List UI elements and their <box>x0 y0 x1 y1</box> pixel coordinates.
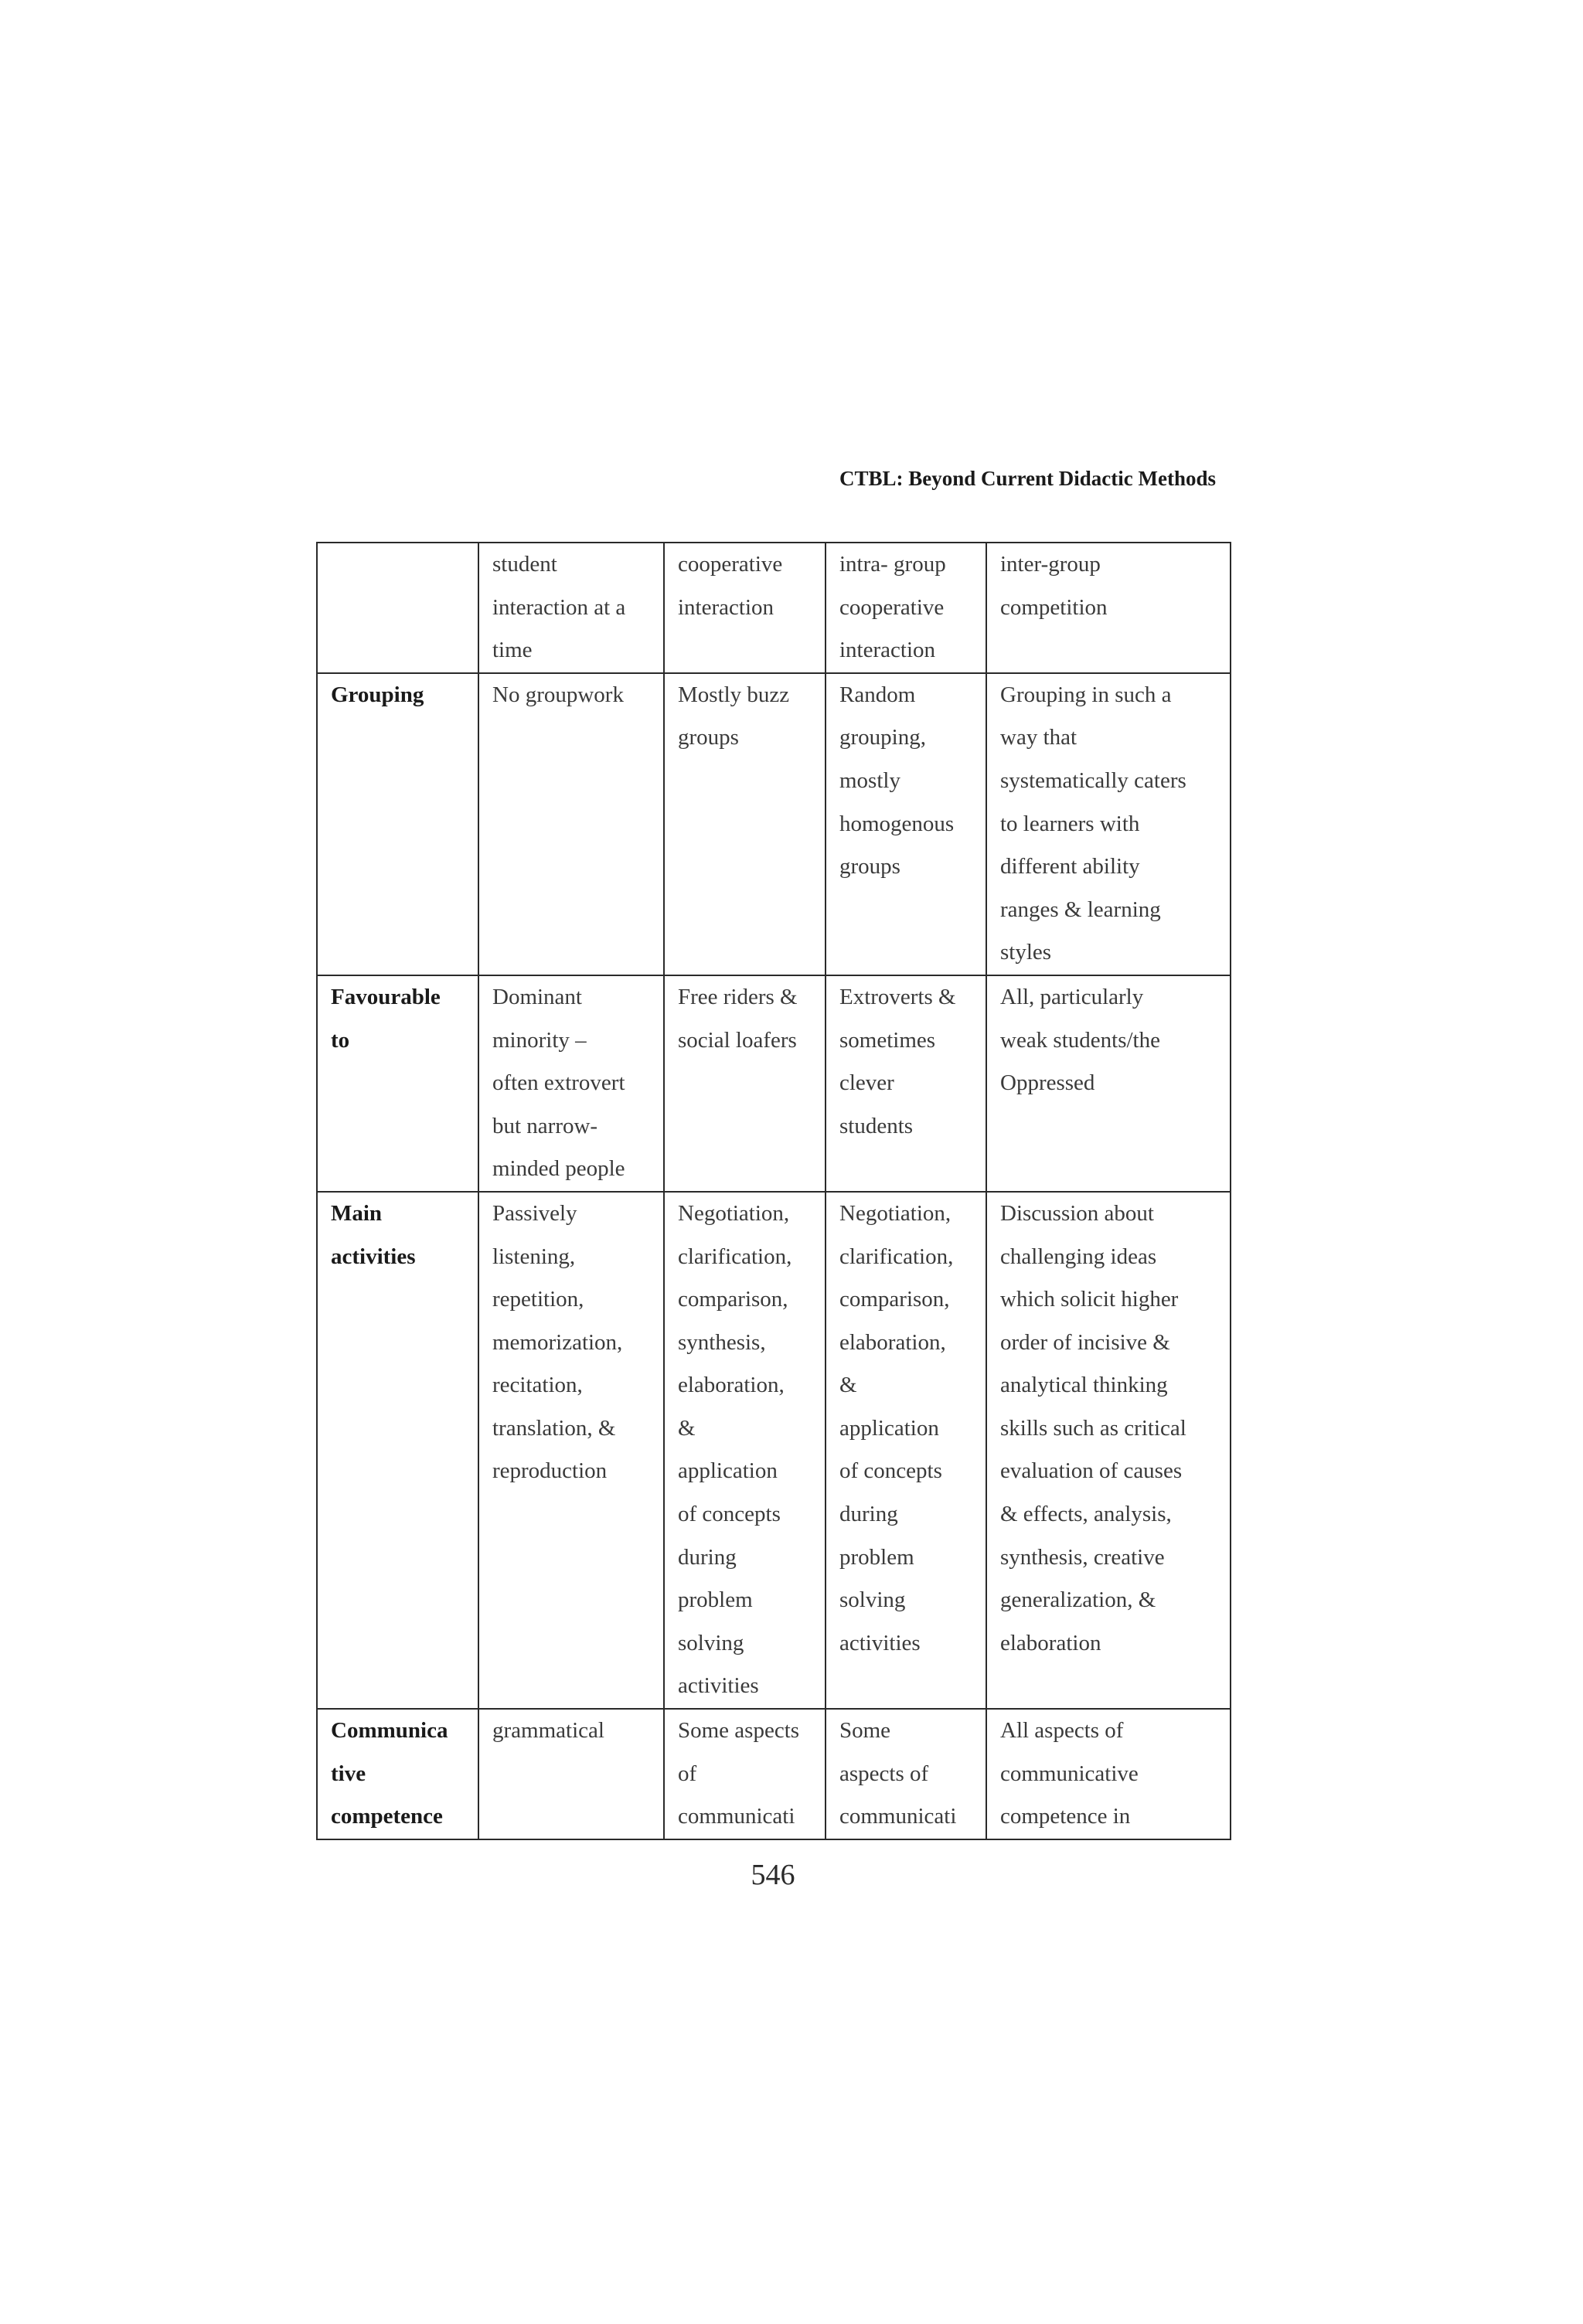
cell-line: Discussion about <box>1000 1200 1154 1226</box>
cell-line: way that <box>1000 725 1077 750</box>
cell-line: elaboration, <box>839 1329 946 1355</box>
cell-line: solving <box>678 1630 744 1655</box>
cell-line: interaction <box>678 594 774 620</box>
cell-line: time <box>492 638 533 663</box>
cell-line: aspects of <box>839 1761 929 1786</box>
table-cell <box>478 1192 664 1709</box>
cell-line: challenging ideas <box>1000 1244 1157 1269</box>
cell-line: Negotiation, <box>678 1200 790 1226</box>
cell-line: All aspects of <box>1000 1718 1124 1744</box>
table-cell <box>664 673 826 975</box>
cell-line: communicative <box>1000 1761 1139 1786</box>
cell-line: Some <box>839 1718 891 1744</box>
table-cell <box>664 975 826 1192</box>
cell-line: comparison, <box>678 1287 788 1312</box>
cell-line: analytical thinking <box>1000 1373 1168 1398</box>
table-cell <box>478 1709 664 1839</box>
cell-line: sometimes <box>839 1027 936 1053</box>
cell-line: recitation, <box>492 1373 583 1398</box>
cell-line: activities <box>839 1630 921 1655</box>
cell-line: order of incisive & <box>1000 1329 1170 1355</box>
cell-line: Grouping in such a <box>1000 682 1172 707</box>
cell-line: of <box>678 1761 697 1786</box>
table-cell <box>986 975 1231 1192</box>
table-row <box>317 673 1231 975</box>
cell-line: homogenous <box>839 811 955 836</box>
cell-line: grammatical <box>492 1718 604 1744</box>
cell-line: minded people <box>492 1156 625 1182</box>
cell-line: but narrow- <box>492 1113 598 1138</box>
row-label: Communica tive competence <box>331 1718 448 1829</box>
cell-line: social loafers <box>678 1027 797 1053</box>
table-cell <box>826 975 986 1192</box>
table-cell <box>664 1709 826 1839</box>
cell-line: clarification, <box>678 1244 792 1269</box>
cell-line: Mostly buzz <box>678 682 790 707</box>
cell-line: groups <box>678 725 739 750</box>
row-label: Grouping <box>331 682 424 707</box>
row-label: Favourable to <box>331 984 441 1053</box>
cell-line: of concepts <box>839 1458 942 1484</box>
cell-line: & <box>839 1373 857 1398</box>
table-cell <box>826 1709 986 1839</box>
cell-line: competence in <box>1000 1804 1131 1829</box>
cell-line: different ability <box>1000 854 1140 880</box>
cell-line: problem <box>839 1544 914 1570</box>
cell-line: application <box>678 1458 778 1484</box>
cell-line: student <box>492 552 557 577</box>
cell-line: styles <box>1000 940 1052 965</box>
cell-line: solving <box>839 1587 906 1613</box>
cell-line: elaboration, <box>678 1373 785 1398</box>
table-cell <box>478 975 664 1192</box>
cell-line: comparison, <box>839 1287 950 1312</box>
row-label-cell <box>317 673 478 975</box>
table-row <box>317 1192 1231 1709</box>
cell-line: problem <box>678 1587 753 1613</box>
cell-line: mostly <box>839 767 900 793</box>
cell-line: generalization, & <box>1000 1587 1156 1613</box>
table-row <box>317 975 1231 1192</box>
running-header: CTBL: Beyond Current Didactic Methods <box>839 467 1216 490</box>
cell-line: & <box>678 1415 696 1441</box>
table-cell <box>478 543 664 673</box>
cell-line: Dominant <box>492 984 582 1009</box>
cell-line: skills such as critical <box>1000 1415 1186 1441</box>
cell-line: translation, & <box>492 1415 616 1441</box>
row-label-cell <box>317 1709 478 1839</box>
cell-line: & effects, analysis, <box>1000 1502 1172 1527</box>
cell-line: during <box>839 1502 898 1527</box>
row-label: Main activities <box>331 1200 416 1269</box>
cell-line: synthesis, <box>678 1329 766 1355</box>
cell-line: competition <box>1000 594 1108 620</box>
table-cell <box>986 673 1231 975</box>
cell-line: memorization, <box>492 1329 623 1355</box>
cell-line: listening, <box>492 1244 576 1269</box>
cell-line: activities <box>678 1673 759 1699</box>
cell-line: interaction at a <box>492 594 626 620</box>
cell-line: clarification, <box>839 1244 954 1269</box>
table-cell <box>826 543 986 673</box>
cell-line: groups <box>839 854 900 880</box>
cell-line: evaluation of causes <box>1000 1458 1183 1484</box>
table-cell <box>478 673 664 975</box>
cell-line: cooperative <box>839 594 945 620</box>
cell-line: students <box>839 1113 914 1138</box>
cell-line: which solicit higher <box>1000 1287 1179 1312</box>
table-cell <box>664 543 826 673</box>
table-cell <box>986 1192 1231 1709</box>
table-cell <box>986 543 1231 673</box>
cell-line: elaboration <box>1000 1630 1101 1655</box>
table-row <box>317 1709 1231 1839</box>
cell-line: application <box>839 1415 939 1441</box>
cell-line: cooperative <box>678 552 783 577</box>
cell-line: clever <box>839 1070 894 1096</box>
cell-line: intra- group <box>839 552 946 577</box>
cell-line: Some aspects <box>678 1718 800 1744</box>
cell-line: systematically caters <box>1000 767 1186 793</box>
page-number: 546 <box>751 1859 795 1891</box>
cell-line: inter-group <box>1000 552 1101 577</box>
cell-line: minority – <box>492 1027 587 1053</box>
table-cell <box>986 1709 1231 1839</box>
cell-line: reproduction <box>492 1458 608 1484</box>
table-row <box>317 543 1231 673</box>
table-cell <box>826 1192 986 1709</box>
cell-line: during <box>678 1544 737 1570</box>
cell-line: of concepts <box>678 1502 781 1527</box>
cell-line: communicati <box>678 1804 795 1829</box>
cell-line: interaction <box>839 638 936 663</box>
cell-line: grouping, <box>839 725 926 750</box>
row-label-cell <box>317 975 478 1192</box>
cell-line: Free riders & <box>678 984 798 1009</box>
cell-line: Extroverts & <box>839 984 956 1009</box>
cell-line: Negotiation, <box>839 1200 952 1226</box>
cell-line: communicati <box>839 1804 957 1829</box>
row-label-cell <box>317 543 478 673</box>
cell-line: to learners with <box>1000 811 1140 836</box>
cell-line: repetition, <box>492 1287 584 1312</box>
cell-line: synthesis, creative <box>1000 1544 1165 1570</box>
cell-line: Random <box>839 682 916 707</box>
row-label-cell <box>317 1192 478 1709</box>
cell-line: Oppressed <box>1000 1070 1095 1096</box>
cell-line: often extrovert <box>492 1070 625 1096</box>
comparison-table <box>316 542 1231 1840</box>
cell-line: weak students/the <box>1000 1027 1160 1053</box>
cell-line: Passively <box>492 1200 577 1226</box>
cell-line: No groupwork <box>492 682 624 707</box>
table-cell <box>664 1192 826 1709</box>
table-cell <box>826 673 986 975</box>
cell-line: All, particularly <box>1000 984 1144 1009</box>
cell-line: ranges & learning <box>1000 897 1161 922</box>
